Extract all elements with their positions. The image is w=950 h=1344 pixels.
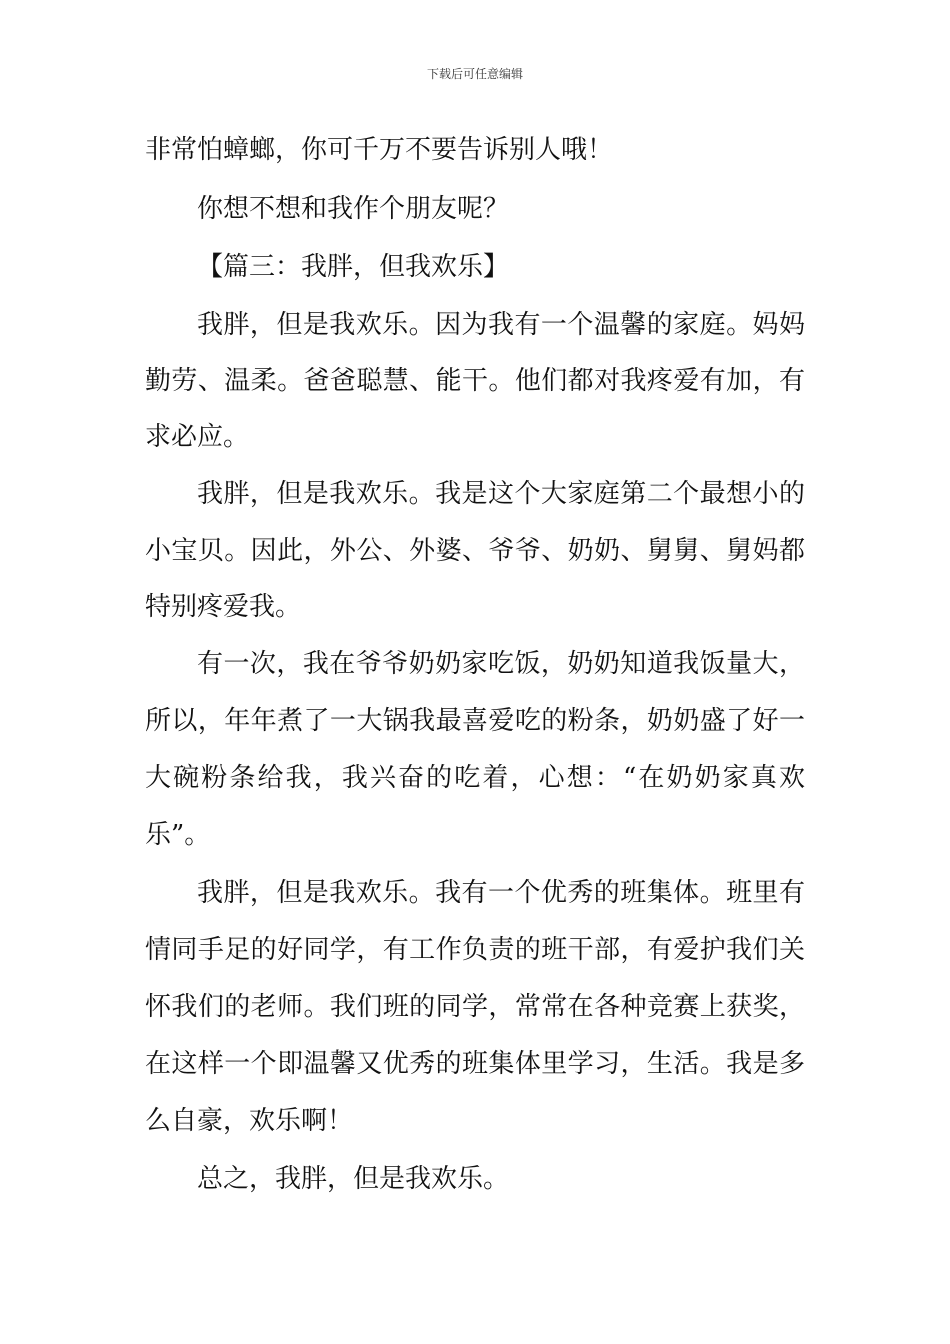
text-line: 情同手足的好同学，有工作负责的班干部，有爱护我们关 bbox=[145, 935, 805, 965]
text-line: 你想不想和我作个朋友呢？ bbox=[197, 194, 510, 224]
text-line: 特别疼爱我。 bbox=[145, 592, 302, 622]
text-line: 有一次，我在爷爷奶奶家吃饭，奶奶知道我饭量大， bbox=[197, 649, 805, 679]
text-line: 小宝贝。因此，外公、外婆、爷爷、奶奶、舅舅、舅妈都 bbox=[145, 536, 805, 566]
text-line: 勤劳、温柔。爸爸聪慧、能干。他们都对我疼爱有加，有 bbox=[145, 366, 805, 396]
text-line: 我胖，但是我欢乐。我有一个优秀的班集体。班里有 bbox=[197, 878, 805, 908]
text-line: 所以，年年煮了一大锅我最喜爱吃的粉条，奶奶盛了好一 bbox=[145, 706, 805, 736]
text-line: 求必应。 bbox=[145, 422, 250, 452]
page-header: 下载后可任意编辑 bbox=[426, 67, 523, 81]
text-line: 在这样一个即温馨又优秀的班集体里学习，生活。我是多 bbox=[145, 1049, 805, 1079]
text-line: 我胖，但是我欢乐。我是这个大家庭第二个最想小的 bbox=[197, 479, 805, 509]
text-line: 总之，我胖，但是我欢乐。 bbox=[197, 1164, 510, 1194]
section-heading: 【篇三：我胖，但我欢乐】 bbox=[197, 252, 510, 282]
text-line: 怀我们的老师。我们班的同学，常常在各种竞赛上获奖， bbox=[145, 992, 805, 1022]
text-line: 么自豪，欢乐啊！ bbox=[145, 1106, 354, 1136]
text-line: 非常怕蟑螂，你可千万不要告诉别人哦！ bbox=[145, 135, 614, 165]
text-line: 我胖，但是我欢乐。因为我有一个温馨的家庭。妈妈 bbox=[197, 310, 805, 340]
text-line: 大碗粉条给我，我兴奋的吃着，心想：“在奶奶家真欢 bbox=[145, 763, 805, 793]
text-line: 乐”。 bbox=[145, 820, 211, 850]
